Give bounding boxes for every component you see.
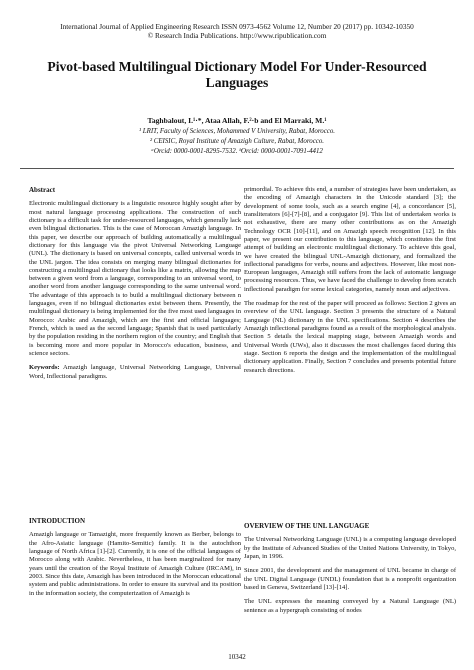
publisher-line: © Research India Publications. http://www.ripublication.com	[147, 31, 327, 40]
overview-paragraph-3: The UNL expresses the meaning conveyed by a Natural Language (NL) sentence as a hypergraph consisting of nodes	[244, 598, 456, 614]
author-list: Taghbalout, I.¹·*, Ataa Allah, F.²·b and El Marraki, M.¹	[147, 116, 327, 125]
keywords-label: Keywords:	[29, 364, 60, 372]
affiliation-2: ² CEISIC, Royal Institute of Amazigh Culture, Rabat, Morocco.	[149, 138, 325, 145]
keywords-text: Amazigh language, Universal Networking Language, Universal Word, Inflectional paradigms.	[29, 364, 241, 380]
overview-heading: OVERVIEW OF THE UNL LANGUAGE	[244, 522, 370, 530]
introduction-text: Amazigh language or Tamazight, more frequently known as Berber, belongs to the Afro-Asiatic language (Hamito-Semitic) family. It is the autochthon language of North Africa [1]-[2]. Currently, it is one of the official languages of Morocco along with Arabic. Nevertheless, it has been marginalized for many years until the creation of the Royal Institute of Amazigh Culture (IRCAM), in 2003. Since this date, Amazigh has been introduced in the Moroccan educational system and public administrations. In order to ensure its survival and its position in the information society, the computerization of Amazigh is	[29, 531, 241, 597]
keywords-paragraph	[29, 364, 241, 381]
overview-paragraph-2: Since 2001, the development and the management of UNL became in charge of the UNL Digital Language (UNDL) foundation that is a nonprofit organization based in Geneva, Switzerland [13]-[14].	[244, 567, 456, 591]
intro-continued-paragraph: primordial. To achieve this end, a number of strategies have been undertaken, as the encoding of Amazigh characters in the Unicode standard [3]; the development of some tools, such as a search engine [4], a concordancer [5], transliterators [6]-[7]-[8], and a conjugator [9]. This list of undertaken works is not exhaustive, there are many other contributions as on the Amazigh Technology OCR [10]-[11], and on Amazigh speech recognition [12]. In this paper, we present our contribution to this language, which constitutes the first attempt of building an electronic multilingual dictionary. To achieve this goal, we have created the bilingual UNL-Amazigh dictionary, and formalized the inflectional paradigms for verbs, nouns and adjectives. However, like most non-European languages, Amazigh still suffers from the lack of automatic language processing resources. Thus, we have faced the challenge to develop from scratch inflectional paradigm for some lexical categories, namely noun and adjectives.	[244, 186, 456, 293]
affiliation-1: ¹ LRIT, Faculty of Sciences, Mohammed V University, Rabat, Morocco.	[139, 128, 335, 135]
abstract-text: Electronic multilingual dictionary is a linguistic resource highly sought after by most natural language processing applications. The construction of such dictionary is a difficult task for under-resourced languages, which generally lack even bilingual dictionaries. This is the case of Moroccan Amazigh language. In this paper, we describe our approach of building automatically a multilingual dictionary for this language via the pivot Universal Networking Language (UNL). The dictionary is based on universal concepts, called universal words in the UNL jargon. The idea consists on merging many bilingual dictionaries for constructing a multilingual dictionary that looks like a matrix, allowing the map between a given word from a language, corresponding to an universal word, to another word from another language corresponding to the same universal word. The advantage of this approach is to build a multilingual dictionary between n languages, even if no bilingual dictionaries exist between them. Presently, the multilingual dictionary is being implemented for the five most used languages in Morocco: Arabic and Amazigh, which are the first and official languages; French, which is used as the second language; Spanish that is used particularly by the population residing in the northern region of the country; and English that is becoming more and more popular in Morocco's education, business, and science sectors.	[29, 200, 241, 357]
abstract-heading: Abstract	[29, 186, 56, 194]
page-number: 10342	[228, 653, 246, 661]
left-column	[29, 186, 241, 381]
journal-header: International Journal of Applied Engineering Research ISSN 0973-4562 Volume 12, Number 20 (2017) pp. 10342-10350	[60, 22, 414, 31]
roadmap-paragraph: The roadmap for the rest of the paper will proceed as follows: Section 2 gives an overview of the UNL language. Section 3 presents the structure of a Natural Language (NL) dictionary in the UNL specifications. Section 4 describes the Amazigh inflectional paradigms found as a result of the morphological analysis. Section 5 details the lexical mapping stage, between Amazigh words and Universal Words (UWs), also it discusses the most challenges faced during this stage. Section 6 reports the design and the implementation of the multilingual dictionary application. Finally, Section 7 concludes and presents potential future research directions.	[244, 300, 456, 374]
paper-title: Pivot-based Multilingual Dictionary Model For Under-Resourced Languages	[47, 59, 427, 90]
right-column	[244, 186, 456, 375]
overview-section	[244, 522, 456, 615]
intro-section	[29, 517, 241, 598]
top-rule	[20, 168, 454, 169]
orcid-line: ᵃOrcid: 0000-0001-8295-7532. ᵇOrcid: 0000-0001-7091-4412	[151, 148, 323, 155]
overview-paragraph-1: The Universal Networking Language (UNL) is a computing language developed by the Institute of Advanced Studies of the United Nations University, in Tokyo, Japan, in 1996.	[244, 536, 456, 560]
introduction-heading: INTRODUCTION	[29, 517, 86, 525]
